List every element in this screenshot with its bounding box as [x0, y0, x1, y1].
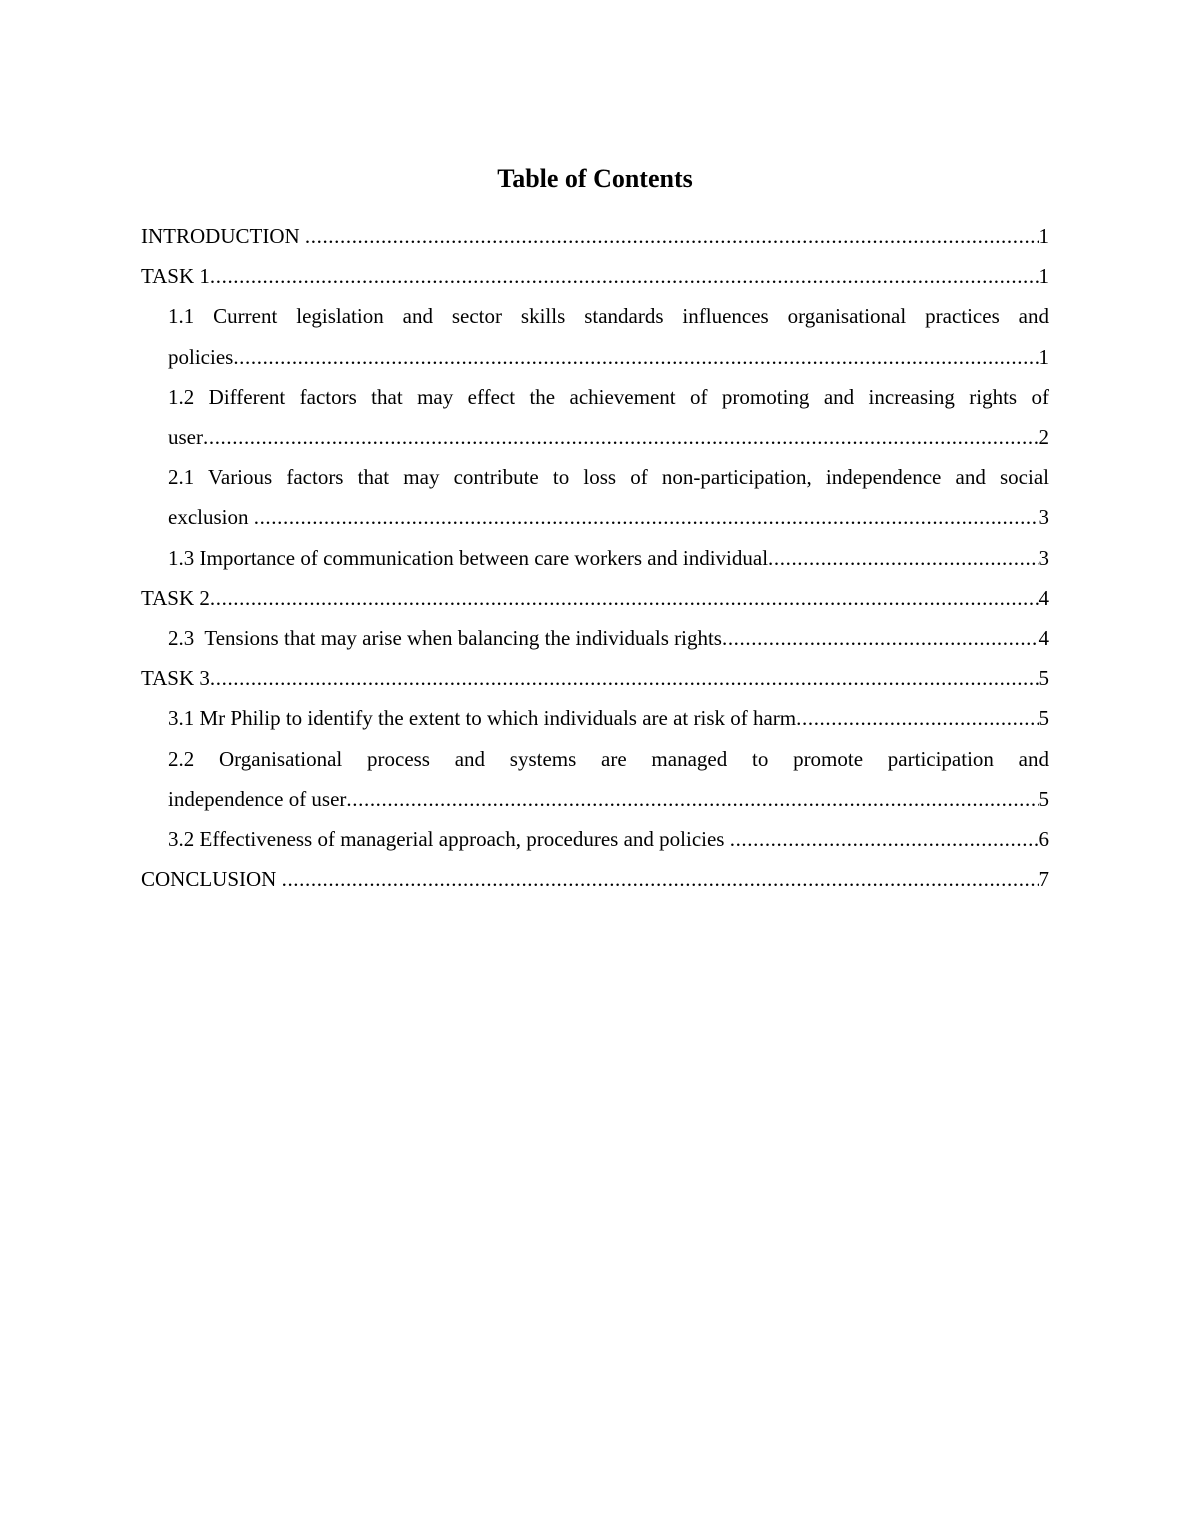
dot-leader [210, 578, 1039, 618]
toc-entry-task-3[interactable] [141, 658, 1049, 698]
toc-page-number: 5 [1038, 666, 1049, 691]
toc-entry-conclusion[interactable] [141, 859, 1049, 899]
toc-page-number: 5 [1038, 786, 1049, 811]
dot-leader [233, 337, 1038, 377]
dot-leader [346, 779, 1038, 819]
toc-entry-3-2[interactable] [168, 819, 1049, 859]
toc-entry-first-line: 2.2 Organisational process and systems are managed to promote participation and [168, 746, 1049, 771]
toc-entry-text: 1.3 Importance of communication between care workers and individual [168, 545, 769, 570]
toc-entry-3-1[interactable] [168, 698, 1049, 738]
toc-page-number: 1 [1038, 264, 1049, 289]
toc-entry-task-2[interactable] [141, 578, 1049, 618]
toc-entry-1-2[interactable] [168, 377, 1049, 457]
toc-entry-1-3[interactable] [168, 538, 1049, 578]
toc-entry-first-line: 1.2 Different factors that may effect the achievement of promoting and increasing rights of [168, 384, 1049, 409]
toc-page-number: 2 [1038, 425, 1049, 450]
toc-page-number: 3 [1038, 545, 1049, 570]
toc-entry-task-1[interactable] [141, 256, 1049, 296]
toc-entry-first-line: 1.1 Current legislation and sector skills standards influences organisational practices and [168, 304, 1049, 329]
toc-entry-text: exclusion [168, 505, 254, 530]
toc-entry-first-line: 2.1 Various factors that may contribute to loss of non-participation, independence and social [168, 465, 1049, 490]
dot-leader [210, 256, 1039, 296]
dot-leader [768, 538, 1038, 578]
toc-entry-text: 2.3 Tensions that may arise when balancing the individuals rights [168, 626, 722, 651]
toc-entry-text: 3.1 Mr Philip to identify the extent to which individuals are at risk of harm [168, 706, 797, 731]
dot-leader [722, 618, 1039, 658]
toc-entry-2-2[interactable] [168, 739, 1049, 819]
toc-entry-text: TASK 1 [141, 264, 210, 289]
toc-page-number: 4 [1038, 585, 1049, 610]
toc-page-number: 7 [1038, 867, 1049, 892]
toc-entry-2-1[interactable] [168, 457, 1049, 537]
dot-leader [730, 819, 1039, 859]
toc-page-number: 4 [1038, 626, 1049, 651]
toc-title: Table of Contents [497, 164, 693, 193]
toc-entry-text: independence of user [168, 786, 347, 811]
toc-entry-text: CONCLUSION [141, 867, 282, 892]
toc-page-number: 3 [1038, 505, 1049, 530]
toc-entry-text: policies [168, 344, 234, 369]
dot-leader [282, 859, 1039, 899]
toc-page-number: 6 [1038, 827, 1049, 852]
toc-entry-text: user [168, 425, 203, 450]
toc-entry-text: TASK 3 [141, 666, 210, 691]
dot-leader [796, 698, 1038, 738]
toc-entry-text: 3.2 Effectiveness of managerial approach, procedures and policies [168, 827, 730, 852]
toc-page-number: 1 [1038, 224, 1049, 248]
toc-page-number: 1 [1038, 344, 1049, 369]
dot-leader [254, 497, 1039, 537]
toc-entry-1-1[interactable] [168, 296, 1049, 376]
toc-list [141, 216, 1049, 899]
dot-leader [305, 216, 1039, 256]
toc-page-number: 5 [1038, 706, 1049, 731]
toc-entry-2-3[interactable] [168, 618, 1049, 658]
toc-entry-text: TASK 2 [141, 585, 210, 610]
toc-entry-introduction[interactable] [141, 216, 1049, 256]
toc-entry-text: INTRODUCTION [141, 224, 305, 248]
dot-leader [210, 658, 1039, 698]
dot-leader [203, 417, 1039, 457]
